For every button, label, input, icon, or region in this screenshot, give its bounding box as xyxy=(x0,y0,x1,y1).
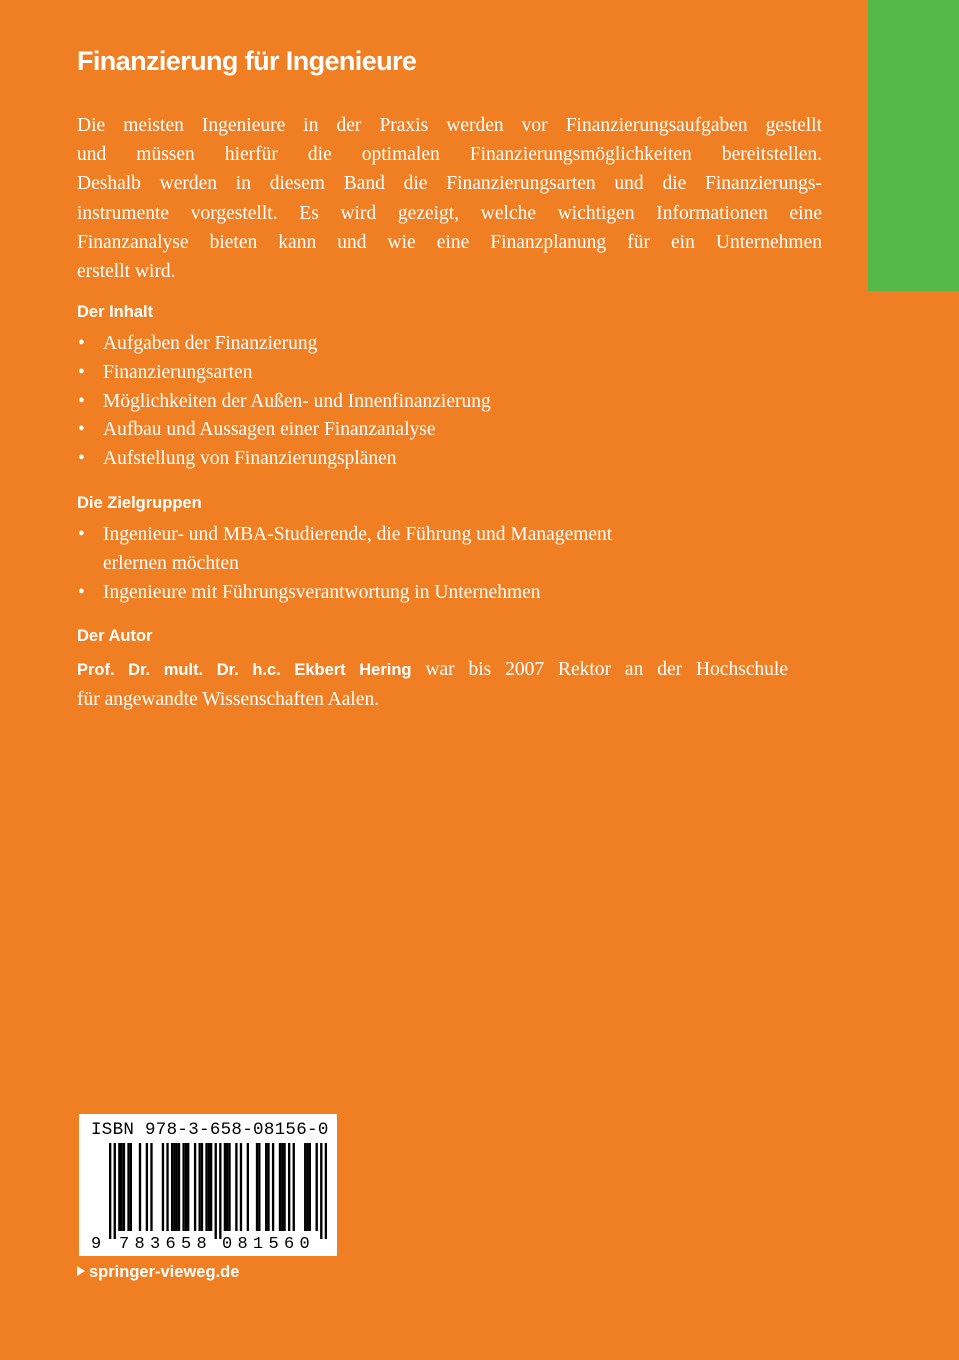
barcode-bar xyxy=(288,1143,290,1231)
barcode-bar xyxy=(166,1143,168,1231)
bullet-icon: • xyxy=(78,361,85,383)
intro-line: instrumente vorgestellt. Es wird gezeigt, welche wichtigen Informationen eine xyxy=(77,202,822,224)
barcode-bar xyxy=(228,1143,230,1231)
list-item: • Möglichkeiten der Außen- und Innenfinanzierung xyxy=(77,388,491,417)
barcode-bar xyxy=(304,1143,306,1231)
list-item: • Aufgaben der Finanzierung xyxy=(77,330,491,359)
barcode-bar xyxy=(173,1143,175,1231)
section-heading-inhalt: Der Inhalt xyxy=(77,303,154,321)
barcode-digit: 8 xyxy=(134,1235,145,1254)
barcode-bar xyxy=(306,1143,308,1231)
barcode-digit: 1 xyxy=(253,1235,264,1254)
list-item: • Aufstellung von Finanzierungsplänen xyxy=(77,445,491,474)
barcode-digit: 5 xyxy=(181,1235,192,1254)
list-item: • Finanzierungsarten xyxy=(77,359,491,388)
barcode-bar xyxy=(258,1143,260,1231)
barcode-bar xyxy=(114,1143,116,1239)
list-item: • Ingenieur- und MBA-Studierende, die Führung und Management erlernen möchten xyxy=(77,521,612,579)
book-title: Finanzierung für Ingenieure xyxy=(77,46,417,76)
barcode-bar xyxy=(185,1143,187,1231)
barcode-bar xyxy=(208,1143,210,1231)
barcode-digit: 5 xyxy=(268,1235,279,1254)
green-color-tab xyxy=(868,0,959,291)
barcode-bar xyxy=(267,1143,269,1231)
barcode-bar xyxy=(279,1143,281,1231)
barcode-bar xyxy=(293,1143,295,1231)
barcode-bar xyxy=(194,1143,196,1231)
website-link[interactable]: springer-vieweg.de xyxy=(77,1263,239,1282)
barcode-bar xyxy=(139,1143,141,1231)
barcode-bar xyxy=(320,1143,322,1239)
barcode-bar xyxy=(265,1143,267,1231)
isbn-barcode xyxy=(79,1114,337,1256)
author-text: war bis 2007 Rektor an der Hochschule xyxy=(425,659,789,680)
list-item: • Ingenieure mit Führungsverantwortung in Unternehmen xyxy=(77,579,612,608)
intro-line: Finanzanalyse bieten kann und wie eine Finanzplanung für ein Unternehmen xyxy=(77,231,822,253)
intro-line: Deshalb werden in diesem Band die Finanzierungsarten und die Finanzierungs- xyxy=(77,173,822,195)
barcode-digit: 9 xyxy=(91,1235,102,1254)
barcode-bar xyxy=(215,1143,217,1239)
barcode-bar xyxy=(235,1143,237,1231)
barcode-bar xyxy=(272,1143,274,1231)
barcode-bar xyxy=(123,1143,125,1231)
intro-paragraph xyxy=(77,111,822,286)
barcode-bar xyxy=(176,1143,178,1231)
barcode-bar xyxy=(247,1143,249,1231)
bullet-icon: • xyxy=(78,448,85,470)
barcode-bar xyxy=(224,1143,226,1231)
barcode-bar xyxy=(256,1143,258,1231)
barcode-bar xyxy=(205,1143,207,1231)
intro-line: und müssen hierfür die optimalen Finanzierungsmöglichkeiten bereitstellen. xyxy=(77,144,822,166)
barcode-digit: 7 xyxy=(119,1235,130,1254)
section-heading-autor: Der Autor xyxy=(77,627,153,645)
barcode-bar xyxy=(118,1143,120,1231)
bullet-icon: • xyxy=(78,524,85,545)
author-paragraph xyxy=(77,655,788,714)
barcode-bar xyxy=(150,1143,152,1231)
zielgruppen-list xyxy=(77,521,612,607)
barcode-digit: 8 xyxy=(237,1235,248,1254)
barcode-bar xyxy=(178,1143,180,1231)
barcode-bar xyxy=(201,1143,203,1231)
barcode-bar xyxy=(210,1143,212,1231)
barcode-bar xyxy=(187,1143,189,1231)
barcode-bar xyxy=(127,1143,129,1231)
barcode-bar xyxy=(325,1143,327,1239)
barcode-bar xyxy=(283,1143,285,1231)
bullet-icon: • xyxy=(78,333,85,354)
list-item: • Aufbau und Aussagen einer Finanzanalyse xyxy=(77,416,491,445)
barcode-digit: 6 xyxy=(284,1235,295,1254)
barcode-digit: 0 xyxy=(222,1235,233,1254)
barcode-bar xyxy=(226,1143,228,1231)
barcode-bar xyxy=(219,1143,221,1239)
inhalt-list xyxy=(77,330,491,474)
intro-line: Die meisten Ingenieure in der Praxis werden vor Finanzierungsaufgaben gestellt xyxy=(77,115,822,136)
barcode-digit: 6 xyxy=(165,1235,176,1254)
bullet-icon: • xyxy=(78,419,85,441)
section-heading-zielgruppen: Die Zielgruppen xyxy=(77,494,202,512)
arrow-icon xyxy=(77,1266,85,1276)
barcode-bar xyxy=(120,1143,122,1231)
barcode-bar xyxy=(240,1143,242,1231)
bullet-icon: • xyxy=(78,390,85,412)
barcode-bar xyxy=(309,1143,311,1231)
intro-line: erstellt wird. xyxy=(77,261,176,283)
barcode-digit: 3 xyxy=(150,1235,161,1254)
barcode-digit: 0 xyxy=(299,1235,310,1254)
barcode-bars xyxy=(109,1143,327,1239)
author-name: Prof. Dr. mult. Dr. h.c. Ekbert Hering xyxy=(77,661,412,679)
barcode-bar xyxy=(281,1143,283,1231)
barcode-bar xyxy=(146,1143,148,1231)
barcode-bar xyxy=(109,1143,111,1239)
barcode-bar xyxy=(130,1143,132,1231)
barcode-digit: 8 xyxy=(196,1235,207,1254)
barcode-bar xyxy=(171,1143,173,1231)
barcode-digits xyxy=(79,1235,337,1257)
isbn-label: ISBN 978-3-658-08156-0 xyxy=(91,1120,329,1140)
barcode-bar xyxy=(162,1143,164,1231)
barcode-bar xyxy=(198,1143,200,1231)
barcode-bar xyxy=(182,1143,184,1231)
author-text: für angewandte Wissenschaften Aalen. xyxy=(77,689,380,710)
bullet-icon: • xyxy=(78,581,85,603)
barcode-bar xyxy=(316,1143,318,1231)
